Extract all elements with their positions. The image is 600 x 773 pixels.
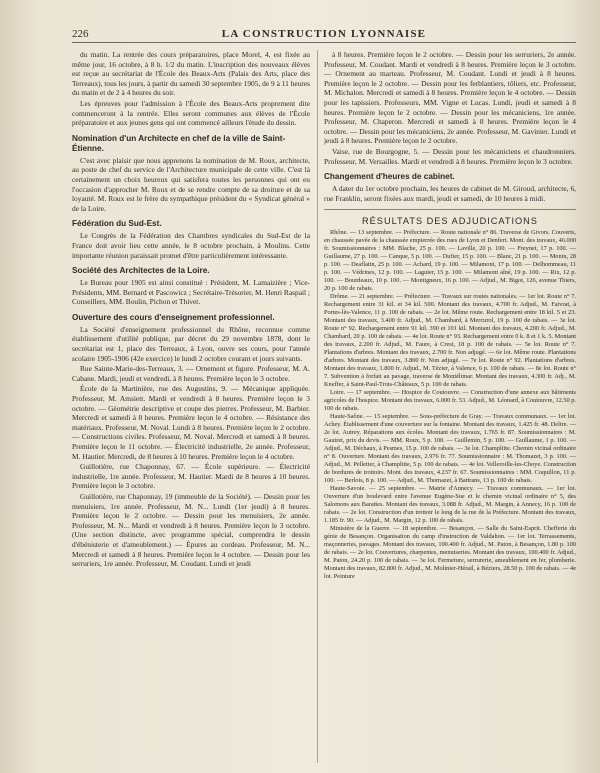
section-heading: Fédération du Sud-Est. <box>72 219 162 229</box>
page-number: 226 <box>72 28 89 40</box>
section-heading: Ouverture des cours d'enseignement professionnel. <box>72 312 275 322</box>
paragraph: Guillotière, rue Chaponnay, 67. — École supérieure. — Électricité industrielle, 1re année. Professeur, M. Hautier. Mardi de 8 heures à 10 heures. Première leçon le 3 octobre. <box>72 462 310 491</box>
section-heading: Nomination d'un Architecte en chef de la ville de Saint-Étienne. <box>72 133 286 153</box>
paragraph: du matin. La rentrée des cours préparatoires, place Morel, 4, est fixée au même jour, 16 octobre, à 8 h. 1/2 du matin. L'inscription des nouveaux élèves est reçue au secrétariat de l'École des Beaux-Arts (Palais des Arts, place des Terreaux), tous les jours, à partir du samedi 30 septembre 1905, de 9 à 11 heures du matin et de 2 à 4 heures du soir. <box>72 50 310 98</box>
adjudication-entry: Haute-Savoie. — 25 septembre. — Mairie d'Annecy. — Travaux communaux. — 1er lot. Ouverture d'un boulevard entre l'avenue Eugène-Sue et le chemin vicinal ordinaire n° 5, des Salomons aux Barattes. Montant des travaux, 3.088 fr. Adjud., M. Margin, à Annecy, 16 p. 100 de rabais. — 2e lot. Construction d'un trottoir le long de la rue de la Préfecture. Montant des travaux, 1.185 fr. 90. — Adjud., M. Margin, 12 p. 100 de rabais. <box>324 485 576 525</box>
paragraph: à 8 heures. Première leçon le 2 octobre. — Dessin pour les serruriers, 2e année. Professeur, M. Coudant. Mardi et vendredi à 8 heures. Première leçon le 3 octobre. — Ornement au marteau. Professeur, M. Coudant. Lundi et jeudi à 8 heures. Première leçon le 2 octobre. — Dessin pour les ferblantiers, tôliers, etc. Professeur, M. Michalon. Mercredi et samedi à 8 heures. Première leçon le 4 octobre. — Dessin pour les tapissiers. Professeurs, MM. Vigne et Lucas. Lundi, jeudi et samedi à 8 heures. Première leçon le 2 octobre. — Dessin pour les mécaniciens, 1re année. Professeur, M. Chaperon. Mercredi et samedi à 8 heures. Première leçon le 4 octobre. — Dessin pour les mécaniciens, 2e année. Professeur, M. Gavinier. Lundi et jeudi à 8 heures. Première leçon le 2 octobre. <box>324 50 576 146</box>
adjudication-entry: Drôme. — 21 septembre. — Préfecture. — Travaux sur routes nationales. — 1er lot. Route n° 7. Rechargement entre 31 kil. et 34 kil. 500. Montant des travaux, 4.700 fr. Adjud., M. Faivrat, à Portes-lès-Valence, 11 p. 100 de rabais. — 2e lot. Même route. Rechargement entre 18 kil. 5 et 23. Montant des travaux, 3.400 fr. Adjud., M. Chambard, à Mercurol, 19 p. 100 de rabais. — 3e lot. Route n° 92. Rechargement entre 91 kil. 390 et 101 kil. Montant des travaux, 4.200 fr. Adjud., M. Chambard, 20 p. 100 de rabais. — 4e lot. Route n° 93. Rechargement entre 0 k. 8 et 1 k. 5. Montant des travaux, 2.200 fr. Adjud., M. Faure, à Crest, 18 p. 100 de rabais. — 5e lot. Route n° 7. Plantations d'arbres. Montant des travaux, 2.700 fr. Non adjugé. — 6e lot. Même route. Plantations d'arbres. Montant des travaux, 3.800 fr. Non adjugé. — 7e lot. Route n° 92. Plantations d'arbres. Montant des travaux, 1.800 fr. Adjud., M. Tézier, à Valence, 6 p. 100 de rabais. — 8e lot. Route n° 7. Subvention à forfait au pavage, traverse de Montélimar. Montant des travaux, 4.300 fr. Adj., M. Kneffer, à Saint-Paul-Trois-Châteaux, 5 p. 100 de rabais. <box>324 293 576 389</box>
paragraph: Guillotière, rue Chaponnay, 19 (immeuble de la Société). — Dessin pour les menuisiers, 1re année. Professeur, M. N... Lundi (1er jeudi) à 8 heures. Première leçon le 2 octobre. — Dessin pour les menuisiers, 2e année. Professeur, M. N... Mardi et vendredi à 8 heures. Première leçon le 3 octobre. (Une section distincte, avec programme spécial, comprendra le dessin d'ébénisterie et d'ameublement.) — Épures au cordeau. Professeur, M. N... Mercredi et samedi à 8 heures. Première leçon le 4 octobre. — Dessin pour les serruriers, 1re année. Professeur, M. Coudant. Lundi et jeudi <box>72 491 310 569</box>
paragraph: Le Bureau pour 1905 est ainsi constitué : Président, M. Lamaizière ; Vice-Présidents, MM. Bernard et Pascowicz ; Secrétaire-Trésorier, M. Henri Raspail ; Conseillers, MM. Boulin, Pichon et Thivet. <box>72 278 310 307</box>
left-column <box>72 50 310 767</box>
paragraph: Le Congrès de la Fédération des Chambres syndicales du Sud-Est de la France doit avoir lieu cette année, le 8 octobre prochain, à Moulins. Cette importante réunion paraissait promet d'être particulièrement intéressante. <box>72 231 310 260</box>
adjudication-entry: Rhône. — 13 septembre. — Préfecture. — Route nationale n° 86. Traverse de Givors. Couverts, en chaussée pavée de la chaussée empierrée des rues de Lyon et Denfert. Mont. des travaux, 46.000 fr. Soumissionnaires : MM. Blache, 25 p. 100. — Laville, 20 p. 100. — Freynet, 17 p. 100. — Guillaume, 27 p. 100. — Canque, 5 p. 100. — Dufier, 15 p. 100. — Blanc, 21 p. 100. — Monin, 28 p. 100. — Deaflatin, 25 p. 100. — Achard, 19 p. 100. — Milamont, 17 p. 100. — Delhommeau, 11 p. 100. — Védrines, 12 p. 100. — Laguier, 15 p. 100. — Milamont aîné, 19 p. 100. — Rix, 12 p. 100. — Bourdeaux, 10 p. 100. — Montigneux, 16 p. 100. — Adjud., M. Bigot, 126, avenue Thiers, 20 p. 100 de rabais. <box>324 229 576 293</box>
paragraph: Rue Sainte-Marie-des-Terreaux, 3. — Ornement et figure. Professeur, M. A. Cabane. Mardi, jeudi et vendredi, à 8 heures. Première leçon le 3 octobre. <box>72 364 310 383</box>
adjudication-entry: Loire. — 17 septembre. — Hospice de Coutouvre. — Construction d'une annexe aux bâtiments agricoles de l'hospice. Montant des travaux, 6.000 fr. 53. Adjud., M. Léonard, à Coutouvre, 12.50 p. 100 de rabais. <box>324 389 576 413</box>
paragraph: La Société d'enseignement professionnel du Rhône, reconnue comme établissement d'utilité publique, par décret du 29 novembre 1878, dont le secrétariat est 1, place des Terreaux, à Lyon, ouvre ses cours, pour l'année scolaire 1905-1906 (42e exercice) le lundi 2 octobre courant et jours suivants. <box>72 324 310 363</box>
section-heading: Société des Architectes de la Loire. <box>72 266 210 276</box>
section-title: RÉSULTATS DES ADJUDICATIONS <box>324 209 576 226</box>
paragraph: École de la Martinière, rue des Augustins, 9. — Mécanique appliquée. Professeur, M. Amsiett. Mardi et vendredi à 8 heures. Première leçon le 3 octobre. — Géométrie descriptive et coupe des pierres. Professeur, M. Barbier. Mercredi et samedi à 8 heures. Première leçon le 4 octobre. — Résistance des matériaux. Professeur, M. Noval. Lundi à 8 heures. Première leçon le 2 octobre. — Constructions civiles. Professeur, M. Noval. Mercredi et samedi à 8 heures. Première leçon le 11 octobre. — Électricité industrielle, 2e année. Professeur, M. Hautier. Mercredi, de 8 heures à 10 heures. Première leçon le 4 octobre. <box>72 384 310 461</box>
paragraph: A dater du 1er octobre prochain, les heures de cabinet de M. Giroud, architecte, 6, rue Franklin, seront fixées aux mardi, jeudi et samedi, de 10 heures à midi. <box>324 184 576 203</box>
section-heading: Changement d'heures de cabinet. <box>324 172 455 182</box>
paragraph: Vaise, rue de Bourgogne, 5. — Dessin pour les mécaniciens et chaudronniers. Professeur, M. Versailles. Mardi et vendredi à 8 heures. Première leçon le 3 octobre. <box>324 146 576 166</box>
column-separator <box>317 50 318 763</box>
running-header <box>72 28 576 43</box>
adjudication-entry: Ministère de la Guerre. — 18 septembre. — Besançon. — Salle du Saint-Esprit. Chefferie du génie de Besançon. Organisation du camp d'instruction de Valdahon. — 1er lot. Terrassements, maçonneries, pavages. Montant des travaux, 100.400 fr. Adjud., M. Paton, à Besançon, 1.80 p. 100 de rabais. — 2e lot. Couvertures, charpentes, menuiseries. Montant des travaux, 100.400 fr. Adjud., M. Paton, 24.20 p. 100 de rabais. — 3e lot. Fermeture, serrurerie, ameublement en fer, plomberie. Montant des travaux, 82.800 fr. Adjud., M. Molinier-Hérail, à Béziers, 28.50 p. 100 de rabais. — 4e lot. Peinture <box>324 525 576 581</box>
journal-title: LA CONSTRUCTION LYONNAISE <box>221 28 427 40</box>
paragraph: Les épreuves pour l'admission à l'École des Beaux-Arts proprement dite commenceront à la rentrée. Elles seront communes aux élèves de l'École préparatoire et aux jeunes gens qui ont commencé ailleurs l'étude du dessin. <box>72 98 310 128</box>
right-column <box>324 50 576 767</box>
adjudication-entry: Haute-Saône. — 15 septembre. — Sous-préfecture de Gray. — Travaux communaux. — 1er lot. Achey. Établissement d'une couverture sur la fontaine. Montant des travaux, 1.425 fr. 48. Delire. — 2e lot. Autrey. Réparations aux écoles. Montant des travaux, 1.765 fr. 87. Soumissionnaires : M. Gautret, prix du devis. — MM. Roux, 5 p. 100. — Guillemin, 5 p. 100. — Guillaume, 1 p. 100. — Adjud., M. Déchaux, à Pesmes, 15 p. 100 de rabais. — 3e lot. Champlitte. Chemin vicinal ordinaire n° 8. Ouverture. Montant des travaux, 2.976 fr. 77. Soumissionnaire : M. Thomazet, 3 p. 100. — Adjud., M. Pelletier, à Champlitte, 5 p. 100 de rabais. — 4e lot. Velleroille-les-Choye. Construction de bordures de trottoirs. Mont. des travaux, 4.237 fr. 67. Soumissionnaires : MM. Coquillon, 11 p. 100. — Berlois, 8 p. 100. — Adjud., M. Thomazet, à Battrans, 13 p. 100 de rabais. <box>324 413 576 485</box>
paragraph: C'est avec plaisir que nous apprenons la nomination de M. Roux, architecte, au poste de chef du service de l'Architecture municipale de cette ville. C'est là certainement un choix heureux qui satisfera toutes les personnes qui ont eu l'occasion d'approcher M. Roux et de se rendre compte de sa droiture et de sa loyauté. M. Roux est le frère du sympathique président du « Syndicat général » de la Loire. <box>72 155 310 213</box>
